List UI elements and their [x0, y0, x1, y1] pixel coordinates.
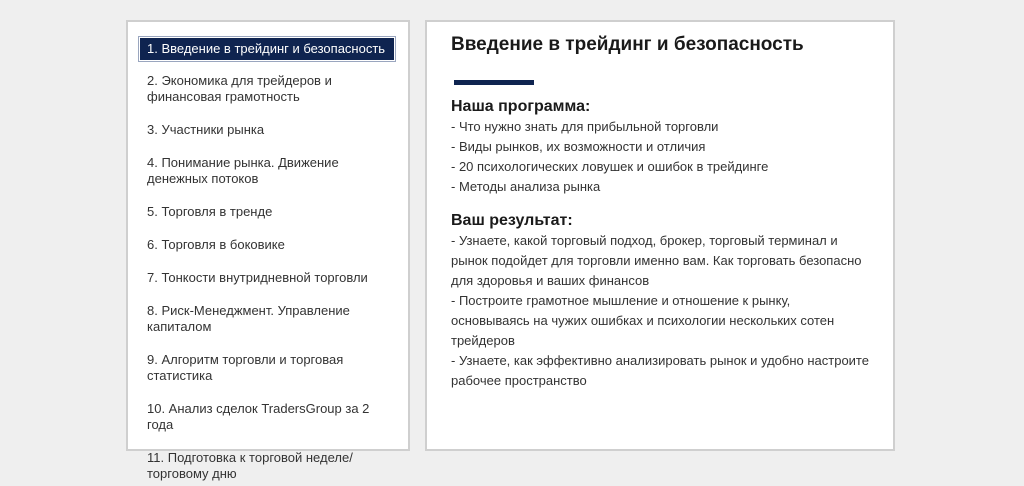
- program-item: - Что нужно знать для прибыльной торговли: [451, 119, 719, 134]
- result-list: [451, 231, 869, 391]
- sidebar-item-market-flows[interactable]: 4. Понимание рынка. Движение денежных потоков: [147, 155, 339, 186]
- lesson-content: [425, 20, 895, 451]
- sidebar-item-analysis[interactable]: 10. Анализ сделок TradersGroup за 2 года: [147, 401, 370, 432]
- sidebar-item-risk[interactable]: 8. Риск-Менеджмент. Управление капиталом: [147, 303, 350, 334]
- sidebar-item-economics[interactable]: 2. Экономика для трейдеров и финансовая грамотность: [147, 73, 332, 104]
- course-sidebar: [126, 20, 410, 481]
- lesson-list: [128, 38, 408, 486]
- program-item: - Виды рынков, их возможности и отличия: [451, 139, 706, 154]
- accent-divider: [454, 80, 534, 85]
- program-heading: Наша программа:: [451, 98, 591, 115]
- result-item: - Узнаете, как эффективно анализировать рынок и удобно настроите рабочее пространство: [451, 353, 869, 388]
- result-item: - Узнаете, какой торговый подход, брокер, торговый терминал и рынок подойдет для торговли именно вам. Как торговать безопасно для здоровья и ваших финансов: [451, 233, 862, 288]
- sidebar-item-preparation[interactable]: 11. Подготовка к торговой неделе/ торговому дню: [147, 450, 353, 481]
- result-item: - Построите грамотное мышление и отношение к рынку, основываясь на чужих ошибках и психологии нескольких сотен трейдеров: [451, 293, 835, 348]
- sidebar-item-intro[interactable]: 1. Введение в трейдинг и безопасность: [140, 38, 394, 60]
- program-item: - 20 психологических ловушек и ошибок в трейдинге: [451, 159, 769, 174]
- section-spacer: [451, 197, 869, 211]
- program-item: - Методы анализа рынка: [451, 179, 601, 194]
- page-title: Введение в трейдинг и безопасность: [451, 34, 804, 55]
- sidebar-item-intraday[interactable]: 7. Тонкости внутридневной торговли: [147, 270, 368, 285]
- sidebar-item-algorithm[interactable]: 9. Алгоритм торговли и торговая статистика: [147, 352, 344, 383]
- sidebar-item-participants[interactable]: 3. Участники рынка: [147, 122, 265, 137]
- result-heading: Ваш результат:: [451, 212, 573, 229]
- program-list: [451, 117, 869, 197]
- sidebar-item-trend[interactable]: 5. Торговля в тренде: [147, 204, 273, 219]
- sidebar-item-range[interactable]: 6. Торговля в боковике: [147, 237, 285, 252]
